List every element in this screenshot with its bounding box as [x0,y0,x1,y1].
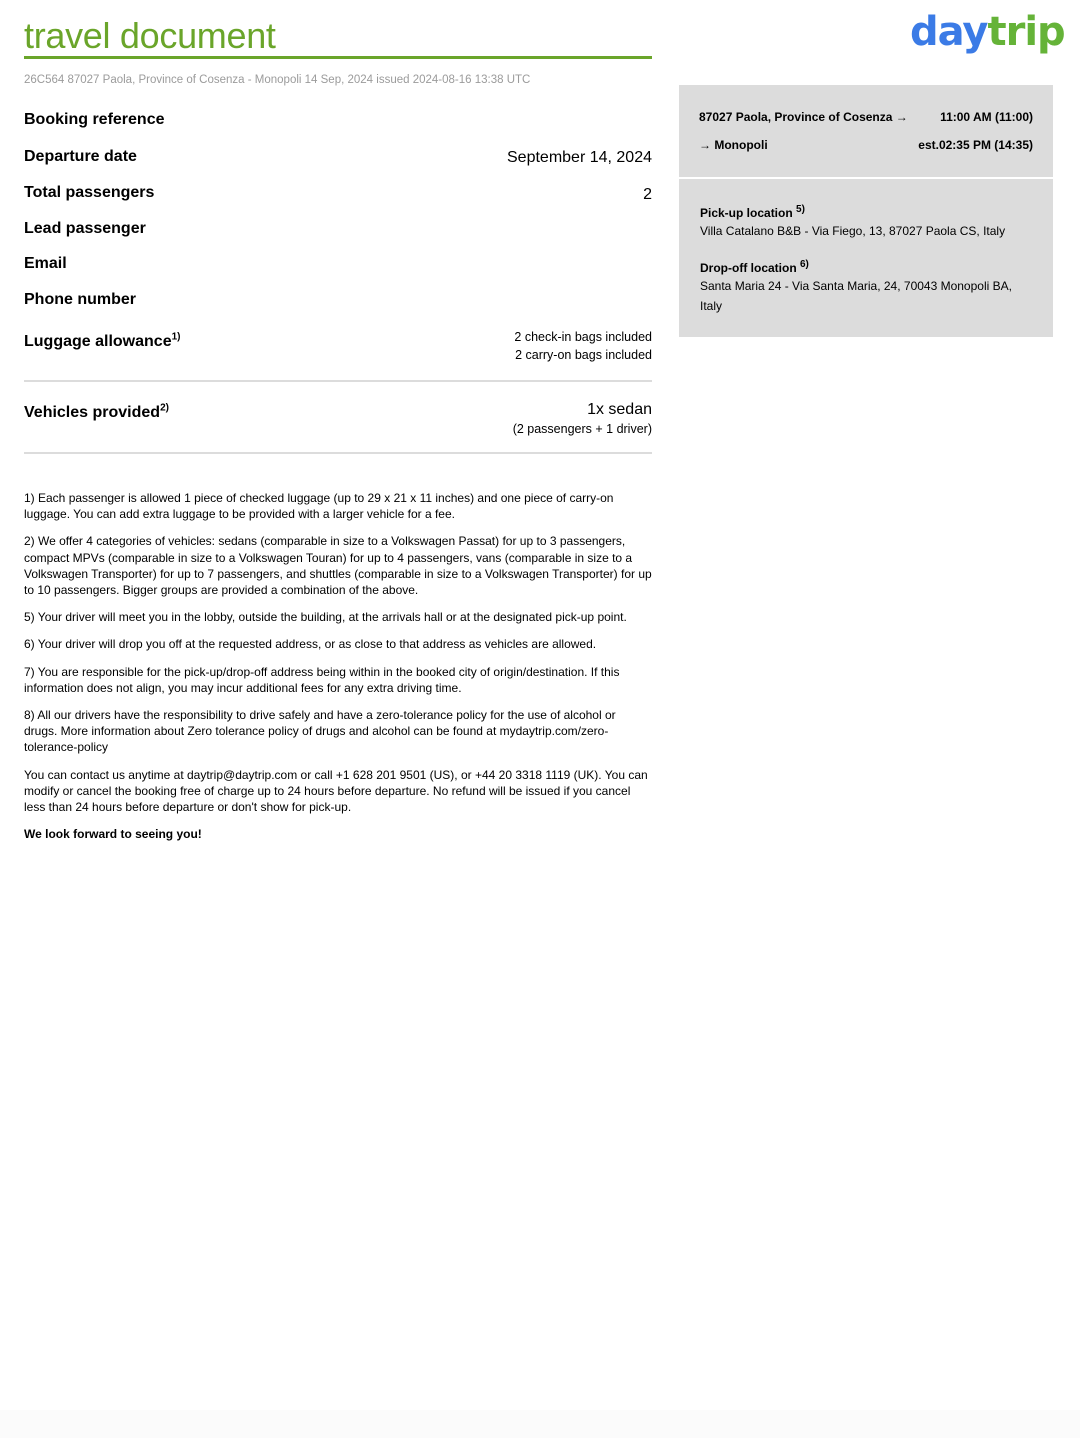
footnote-5: 5) Your driver will meet you in the lobby, outside the building, at the arrivals hall or at the designated pick-up point. [24,610,627,625]
departure-date-row [24,148,652,168]
booking-reference-row [24,111,652,131]
footnote-2: 2) We offer 4 categories of vehicles: sedans (comparable in size to a Volkswagen Passat) for up to 3 passengers, compact MPVs (comparable in size to a Volkswagen Touran) for up to 4 passengers, vans (comparable in size to a Volkswagen Transporter) for up to 7 passengers, and shuttles (comparable in size to a Volkswagen Transporter) for up to 10 passengers. Bigger groups are provided a combination of the above. [24,534,652,598]
footnote-7: 7) You are responsible for the pick-up/drop-off address being within in the booked city of origin/destination. If this information does not align, you may incur additional fees for any extra driving time. [24,664,620,695]
pickup-location-label-text: Pick-up location [700,206,793,220]
section-divider [24,380,652,382]
phone-label: Phone number [24,291,137,308]
lead-passenger-row [24,220,652,240]
title-underline [24,56,652,59]
pickup-footnote-ref: 5) [796,204,805,215]
daytrip-logo [910,10,1065,54]
route-panel [679,85,1053,177]
logo-part-day: day [910,9,988,55]
email-row [24,255,652,275]
checkin-bags: 2 check-in bags included [514,330,652,344]
footnotes [24,490,652,853]
luggage-allowance-row [24,328,652,368]
dropoff-footnote-ref: 6) [800,259,809,270]
vehicle-type: 1x sedan [587,401,652,418]
carryon-bags: 2 carry-on bags included [515,348,652,362]
email-label: Email [24,255,67,272]
pickup-address: Villa Catalano B&B - Via Fiego, 13, 87027 Paola CS, Italy [700,224,1006,238]
pickup-location-label [700,206,805,220]
footnote-1: 1) Each passenger is allowed 1 piece of checked luggage (up to 29 x 21 x 11 inches) and one piece of carry-on luggage. You can add extra luggage to be provided with a larger vehicle for a fee. [24,491,614,522]
luggage-footnote-ref: 1) [171,331,181,343]
vehicle-capacity: (2 passengers + 1 driver) [512,422,652,436]
vehicles-provided-label-text: Vehicles provided [24,404,161,421]
departure-date-value: September 14, 2024 [507,149,652,166]
vehicles-provided-value [513,400,652,438]
luggage-allowance-label-text: Luggage allowance [24,333,172,350]
route-origin-place: 87027 Paola, Province of Cosenza → [699,110,908,124]
contact-info: You can contact us anytime at daytrip@daytrip.com or call +1 628 201 9501 (US), or +44 20 3318 1119 (UK). You can modify or cancel the booking free of charge up to 24 hours before departure. No refund will be issued if you cancel less than 24 hours before departure or don't show for pick-up. [24,767,648,815]
total-passengers-row [24,184,652,204]
route-destination-time: est.02:35 PM (14:35) [918,138,1033,152]
vehicles-provided-label [24,404,169,422]
logo-part-trip: trip [987,9,1065,55]
page-title: travel document [24,15,276,56]
luggage-allowance-value [514,328,652,364]
phone-row [24,291,652,311]
dropoff-location-label [700,261,809,275]
route-origin-time: 11:00 AM (11:00) [940,110,1033,124]
page-bottom-band [0,1410,1080,1438]
dropoff-location-label-text: Drop-off location [700,261,797,275]
departure-date-label: Departure date [24,148,137,165]
dropoff-address: Santa Maria 24 - Via Santa Maria, 24, 70043 Monopoli BA, Italy [700,279,1012,313]
vehicles-footnote-ref: 2) [160,402,169,414]
total-passengers-value: 2 [643,186,652,203]
lead-passenger-label: Lead passenger [24,220,146,237]
closing-text: We look forward to seeing you! [24,827,202,842]
vehicles-provided-row [24,400,652,440]
route-destination-place: → Monopoli [699,138,768,152]
luggage-allowance-label [24,333,181,351]
footnote-8: 8) All our drivers have the responsibility to drive safely and have a zero-tolerance policy for the use of alcohol or drugs. More information about Zero tolerance policy of drugs and alcohol can be found at mydaytrip.com/zero-tolerance-policy [24,708,616,755]
document-meta: 26C564 87027 Paola, Province of Cosenza - Monopoli 14 Sep, 2024 issued 2024-08-16 13:38 UTC [24,74,531,86]
section-divider [24,452,652,454]
total-passengers-label: Total passengers [24,184,155,201]
footnote-6: 6) Your driver will drop you off at the requested address, or as close to that address as vehicles are allowed. [24,637,597,652]
booking-reference-label: Booking reference [24,111,165,128]
locations-panel [679,179,1053,337]
